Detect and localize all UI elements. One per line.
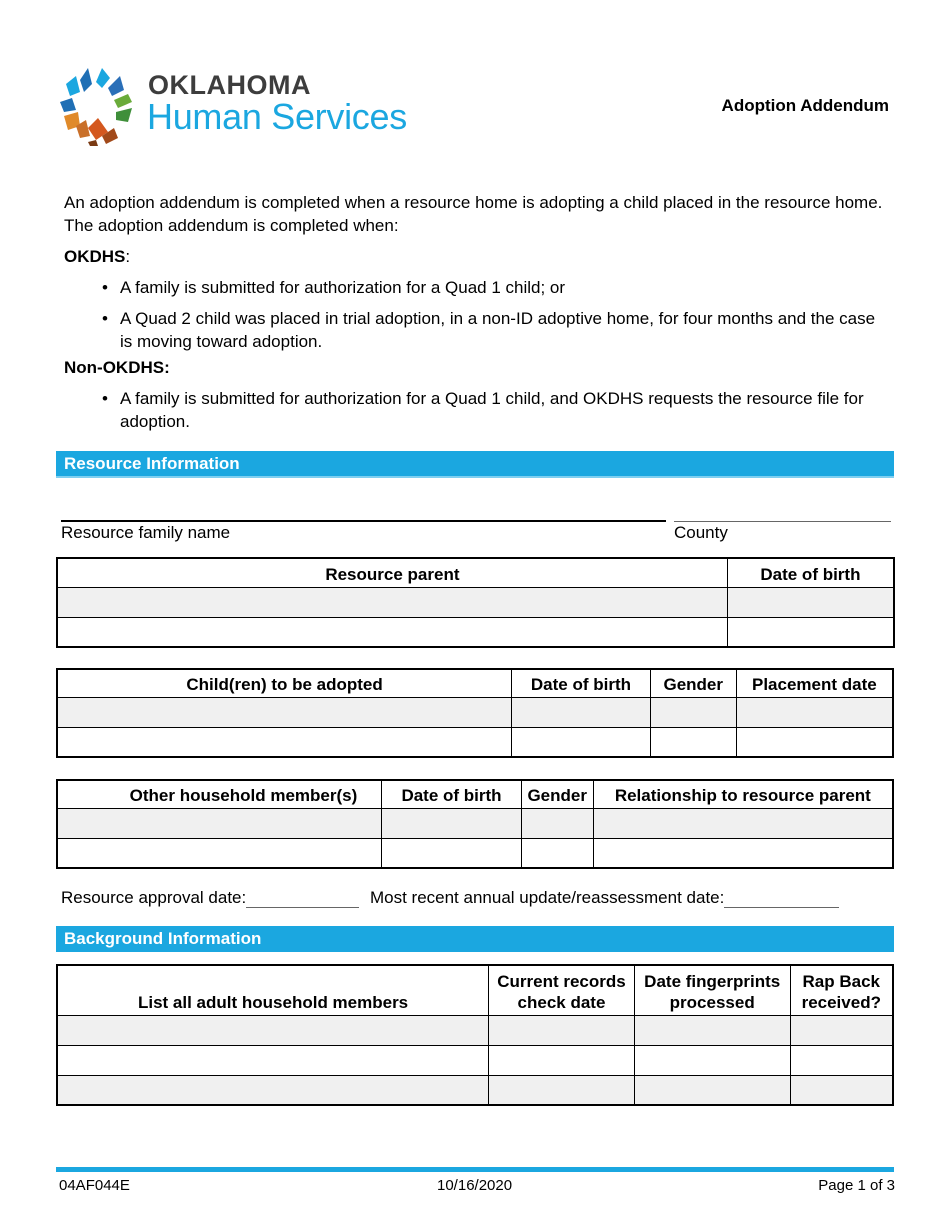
member-name-cell[interactable] (57, 808, 382, 838)
records-check-date-cell[interactable] (489, 1045, 635, 1075)
column-header: List all adult household members (57, 965, 489, 1015)
okdhs-logo (58, 66, 438, 148)
column-header: Rap Back received? (790, 965, 893, 1015)
table-row (57, 838, 893, 868)
non-okdhs-heading: Non-OKDHS: (64, 358, 170, 377)
table-header-row (57, 780, 893, 808)
table-row (57, 1075, 893, 1105)
column-header: Placement date (736, 669, 893, 697)
rap-back-cell[interactable] (790, 1045, 893, 1075)
other-household-members-table (56, 779, 894, 869)
logo-wordmark-oklahoma: OKLAHOMA (148, 70, 311, 100)
page-number: Page 1 of 3 (818, 1177, 895, 1194)
approval-date-row (61, 886, 839, 908)
member-relationship-cell[interactable] (593, 808, 893, 838)
adult-member-name-cell[interactable] (57, 1045, 489, 1075)
adult-member-name-cell[interactable] (57, 1015, 489, 1045)
section-header-background-information: Background Information (56, 926, 894, 952)
records-check-date-cell[interactable] (489, 1015, 635, 1045)
logo-wordmark-human-services: Human Services (147, 96, 407, 137)
form-number: 04AF044E (59, 1177, 130, 1194)
column-header: Date of birth (512, 669, 651, 697)
resource-parent-dob-cell[interactable] (727, 587, 894, 617)
table-header-row (57, 669, 893, 697)
footer-divider (56, 1167, 894, 1172)
child-dob-cell[interactable] (512, 697, 651, 727)
records-check-date-cell[interactable] (489, 1075, 635, 1105)
table-row (57, 1045, 893, 1075)
column-header: Resource parent (57, 558, 727, 587)
resource-parent-name-cell[interactable] (57, 617, 727, 647)
okdhs-heading: OKDHS (64, 247, 126, 266)
intro-paragraph: An adoption addendum is completed when a resource home is adopting a child placed in the resource home. The adoption addendum is completed when: (64, 193, 883, 235)
table-header-row (57, 558, 894, 587)
child-placement-date-cell[interactable] (736, 727, 893, 757)
county-field[interactable] (674, 521, 891, 543)
resource-approval-date-field[interactable] (246, 886, 359, 908)
column-header: Gender (521, 780, 593, 808)
table-row (57, 1015, 893, 1045)
column-header: Date of birth (382, 780, 521, 808)
member-gender-cell[interactable] (521, 838, 593, 868)
table-row (57, 617, 894, 647)
child-name-cell[interactable] (57, 727, 512, 757)
fingerprints-date-cell[interactable] (634, 1045, 790, 1075)
okdhs-bullet-list (102, 276, 884, 353)
resource-family-name-field[interactable] (61, 520, 666, 543)
annual-update-date-label: Most recent annual update/reassessment date: (369, 888, 725, 907)
document-title: Adoption Addendum (721, 96, 889, 115)
child-dob-cell[interactable] (512, 727, 651, 757)
member-name-cell[interactable] (57, 838, 382, 868)
form-date: 10/16/2020 (437, 1177, 513, 1194)
column-header: Current records check date (489, 965, 635, 1015)
fingerprints-date-cell[interactable] (634, 1075, 790, 1105)
resource-approval-date-label: Resource approval date: (61, 888, 247, 907)
annual-update-date-field[interactable] (724, 886, 839, 908)
child-placement-date-cell[interactable] (736, 697, 893, 727)
column-header: Other household member(s) (57, 780, 382, 808)
resource-parent-dob-cell[interactable] (727, 617, 894, 647)
table-row (57, 808, 893, 838)
resource-family-name-label: Resource family name (61, 523, 231, 542)
column-header: Relationship to resource parent (593, 780, 893, 808)
non-okdhs-bullet-list (102, 387, 884, 433)
column-header: Date fingerprints processed (634, 965, 790, 1015)
column-header: Gender (650, 669, 736, 697)
column-header: Child(ren) to be adopted (57, 669, 512, 697)
children-to-be-adopted-table (56, 668, 894, 758)
rap-back-cell[interactable] (790, 1075, 893, 1105)
table-header-row (57, 965, 893, 1015)
table-row (57, 727, 893, 757)
member-gender-cell[interactable] (521, 808, 593, 838)
resource-parent-name-cell[interactable] (57, 587, 727, 617)
non-okdhs-bullet: • A family is submitted for authorization for a Quad 1 child, and OKDHS requests the resource file for adoption. (102, 387, 884, 433)
rap-back-cell[interactable] (790, 1015, 893, 1045)
child-gender-cell[interactable] (650, 727, 736, 757)
table-row (57, 587, 894, 617)
member-dob-cell[interactable] (382, 808, 521, 838)
county-label: County (674, 523, 728, 542)
column-header: Date of birth (727, 558, 894, 587)
child-name-cell[interactable] (57, 697, 512, 727)
resource-parent-table (56, 557, 895, 648)
member-dob-cell[interactable] (382, 838, 521, 868)
member-relationship-cell[interactable] (593, 838, 893, 868)
okdhs-colon: : (125, 247, 131, 266)
adult-household-members-table (56, 964, 894, 1106)
child-gender-cell[interactable] (650, 697, 736, 727)
intro-section (64, 191, 884, 433)
okdhs-bullet: • A family is submitted for authorization for a Quad 1 child; or (102, 276, 884, 299)
adult-member-name-cell[interactable] (57, 1075, 489, 1105)
section-header-resource-information: Resource Information (56, 451, 894, 478)
star-logo-icon (58, 66, 138, 146)
okdhs-bullet: • A Quad 2 child was placed in trial adoption, in a non-ID adoptive home, for four months and the case is moving toward adoption. (102, 307, 884, 353)
table-row (57, 697, 893, 727)
okdhs-heading-row (64, 245, 884, 268)
fingerprints-date-cell[interactable] (634, 1015, 790, 1045)
